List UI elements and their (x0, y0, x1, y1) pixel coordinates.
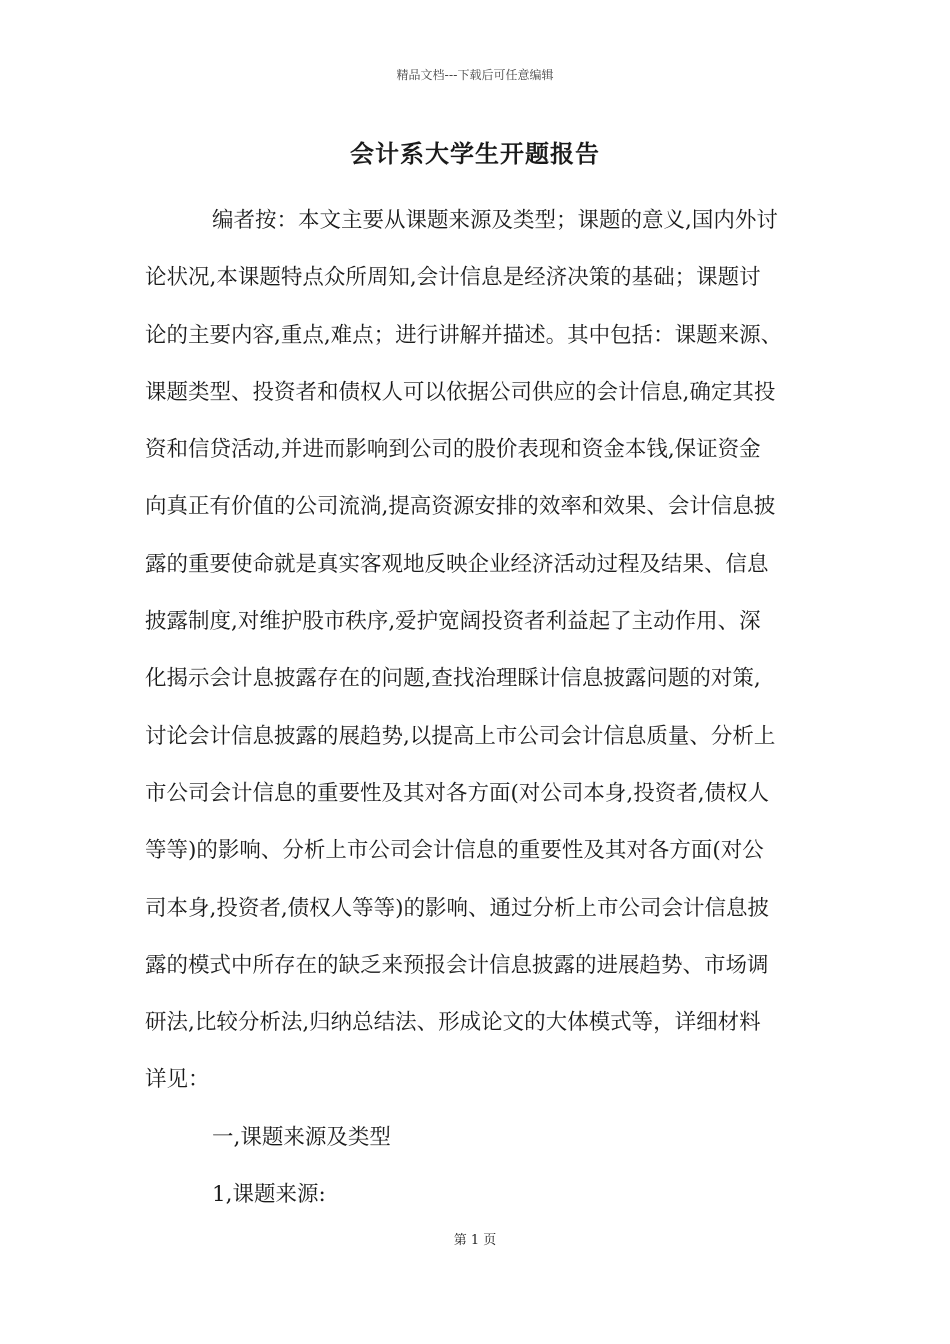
section-heading: 一,课题来源及类型 (212, 1124, 391, 1150)
paragraph-line: 论的主要内容,重点,难点；进行讲解并描述。其中包括：课题来源、 (145, 322, 783, 348)
paragraph-line: 编者按：本文主要从课题来源及类型；课题的意义,国内外讨 (212, 208, 778, 233)
paragraph-line: 司本身,投资者,债权人等等)的影响、通过分析上市公司会计信息披 (145, 895, 770, 921)
document-title: 会计系大学生开题报告 (350, 140, 600, 168)
paragraph-line: 课题类型、投资者和债权人可以依据公司供应的会计信息,确定其投 (145, 379, 776, 405)
paragraph-line: 资和信贷活动,并进而影响到公司的股价表现和资金本钱,保证资金 (145, 437, 761, 463)
paragraph-line: 市公司会计信息的重要性及其对各方面(对公司本身,投资者,债权人 (145, 780, 770, 806)
document-body (145, 205, 810, 1236)
paragraph-line: 露的重要使命就是真实客观地反映企业经济活动过程及结果、信息 (145, 551, 769, 577)
page-number: 第 1 页 (453, 1233, 497, 1248)
paragraph-line: 等等)的影响、分析上市公司会计信息的重要性及其对各方面(对公 (145, 838, 764, 864)
paragraph-line: 论状况,本课题特点众所周知,会计信息是经济决策的基础；课题讨 (145, 265, 761, 291)
paragraph-line: 披露制度,对维护股市秩序,爱护宽阔投资者利益起了主动作用、深 (145, 609, 761, 635)
subsection-heading: 1,课题来源: (212, 1182, 326, 1208)
paragraph-line: 向真正有价值的公司流淌,提高资源安排的效率和效果、会计信息披 (145, 494, 776, 520)
paragraph-line: 露的模式中所存在的缺乏来预报会计信息披露的进展趋势、市场调 (145, 952, 769, 978)
paragraph-line: 化揭示会计息披露存在的问题,查找治理睬计信息披露问题的对策, (145, 666, 761, 692)
paragraph-line: 详见： (145, 1067, 210, 1093)
page-header: 精品文档---下载后可任意编辑 (396, 68, 554, 82)
paragraph-line: 讨论会计信息披露的展趋势,以提高上市公司会计信息质量、分析上 (145, 723, 776, 749)
paragraph-line: 研法,比较分析法,归纳总结法、形成论文的大体模式等，详细材料 (145, 1010, 761, 1036)
